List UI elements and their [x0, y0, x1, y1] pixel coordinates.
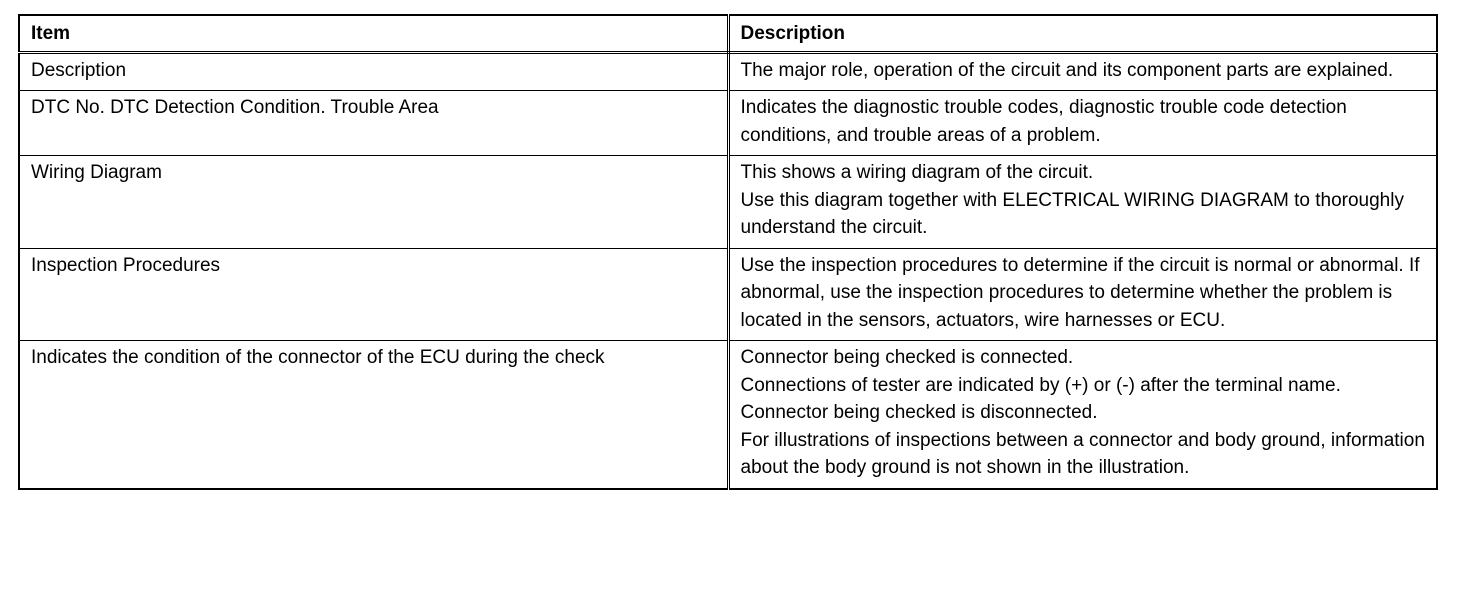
- column-header-description: Description: [728, 15, 1437, 52]
- description-line: Connections of tester are indicated by (+) or (-) after the terminal name.: [740, 374, 1341, 396]
- description-line: The major role, operation of the circuit and its component parts are explained.: [740, 59, 1394, 81]
- description-cell: [728, 91, 1437, 156]
- item-cell: Inspection Procedures: [19, 248, 728, 341]
- table-row: [19, 52, 1437, 91]
- table-header-row: [19, 15, 1437, 52]
- item-cell: Indicates the condition of the connector of the ECU during the check: [19, 341, 728, 489]
- description-cell: [728, 248, 1437, 341]
- description-cell: [728, 341, 1437, 489]
- description-line: Connector being checked is connected.: [740, 347, 1074, 368]
- description-line: Use this diagram together with ELECTRICAL WIRING DIAGRAM to thoroughly understand the circuit.: [740, 189, 1404, 238]
- item-cell: Wiring Diagram: [19, 156, 728, 249]
- table-row: [19, 248, 1437, 341]
- description-cell: [728, 156, 1437, 249]
- item-cell: Description: [19, 52, 728, 91]
- description-line: For illustrations of inspections between a connector and body ground, information about the body ground is not shown in the illustration.: [740, 429, 1425, 478]
- description-line: This shows a wiring diagram of the circuit.: [740, 162, 1094, 183]
- description-line: Connector being checked is disconnected.: [740, 402, 1098, 423]
- description-line: Indicates the diagnostic trouble codes, diagnostic trouble code detection conditions, and trouble areas of a problem.: [740, 97, 1347, 146]
- description-cell: [728, 52, 1437, 91]
- table-row: [19, 156, 1437, 249]
- table-row: [19, 91, 1437, 156]
- description-line: Use the inspection procedures to determine if the circuit is normal or abnormal. If abnormal, use the inspection procedures to determine whether the problem is located in the sensors, actuators, wire harnesses or ECU.: [740, 254, 1420, 331]
- column-header-item: Item: [19, 15, 728, 52]
- item-cell: DTC No. DTC Detection Condition. Trouble Area: [19, 91, 728, 156]
- item-description-table: [18, 14, 1438, 490]
- table-row: [19, 341, 1437, 489]
